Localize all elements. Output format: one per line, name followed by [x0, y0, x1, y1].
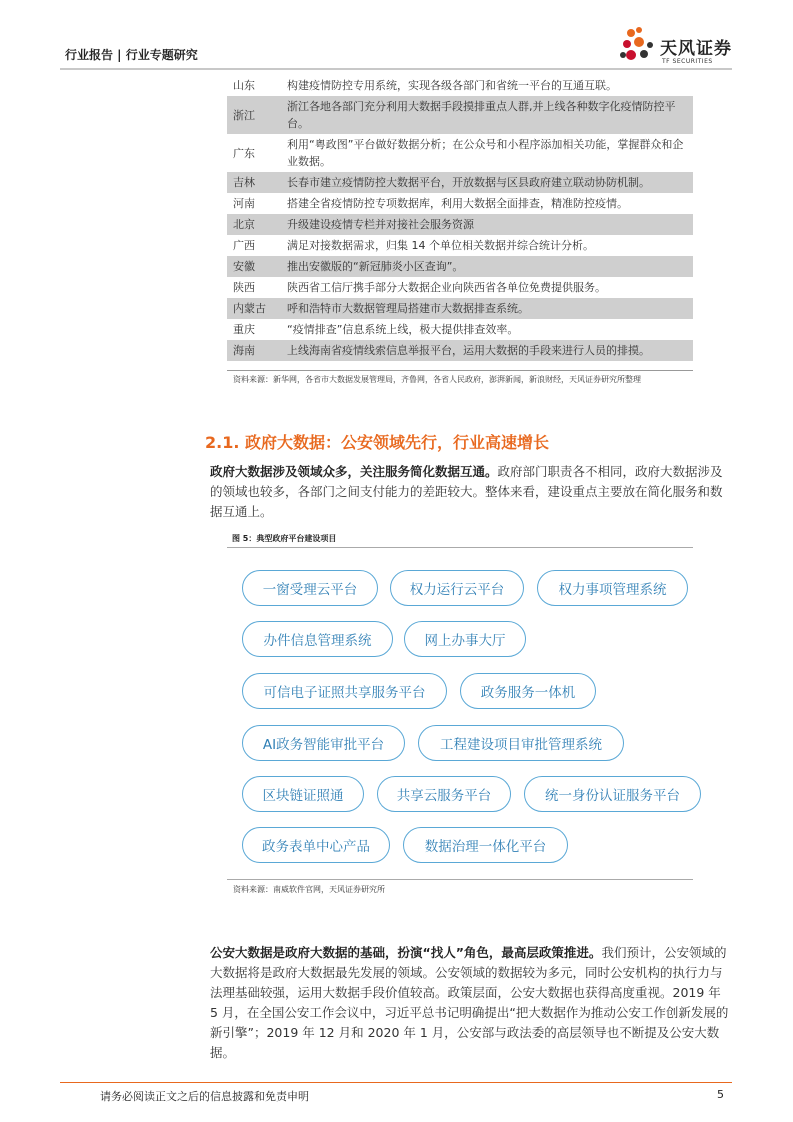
table-row	[227, 235, 693, 256]
platform-pill: 一窗受理云平台	[242, 570, 378, 606]
table-row	[227, 96, 693, 134]
footer-disclaimer: 请务必阅读正文之后的信息披露和免责申明	[100, 1090, 309, 1103]
figure-bottom-rule	[227, 879, 693, 880]
brand-name-en: TF SECURITIES	[662, 58, 713, 65]
platform-pill: 共享云服务平台	[377, 776, 511, 812]
header-rule	[60, 68, 732, 70]
footer-rule	[60, 1082, 732, 1083]
measure-cell: 陕西省工信厅携手部分大数据企业向陕西省各单位免费提供服务。	[287, 281, 606, 294]
figure-title: 图 5：典型政府平台建设项目	[232, 534, 337, 543]
measure-cell: 上线海南省疫情线索信息举报平台，运用大数据的手段来进行人员的排摸。	[281, 340, 693, 361]
measure-cell: 浙江各地各部门充分利用大数据手段摸排重点人群,并上线各种数字化疫情防控平台。	[281, 96, 693, 134]
platform-pill: AI政务智能审批平台	[242, 725, 405, 761]
province-cell: 广西	[233, 239, 255, 252]
platform-pill: 权力运行云平台	[390, 570, 524, 606]
table-row	[227, 256, 693, 277]
table-bottom-rule	[227, 370, 693, 371]
measure-cell: 推出安徽版的“新冠肺炎小区查询”。	[281, 256, 693, 277]
platform-pill: 办件信息管理系统	[242, 621, 393, 657]
paragraph-public-security-lead: 公安大数据是政府大数据的基础，扮演“找人”角色，最高层政策推进。	[210, 945, 602, 960]
platform-pill: 工程建设项目审批管理系统	[418, 725, 624, 761]
measure-cell: 满足对接数据需求，归集 14 个单位相关数据并综合统计分析。	[287, 239, 594, 252]
table-row	[227, 75, 693, 96]
table-row	[227, 277, 693, 298]
province-cell: 广东	[233, 146, 255, 160]
platform-pill: 可信电子证照共享服务平台	[242, 673, 447, 709]
brand-name: 天风证券	[660, 39, 732, 59]
table-row	[227, 172, 693, 193]
table-row	[227, 298, 693, 319]
measure-cell: 构建疫情防控专用系统，实现各级各部门和省统一平台的互通互联。	[287, 79, 617, 92]
page-number: 5	[717, 1088, 724, 1101]
measure-cell: “疫情排查”信息系统上线，极大提供排查效率。	[287, 323, 519, 336]
paragraph-public-security-body: 我们预计，公安领域的大数据将是政府大数据最先发展的领域。公安领域的数据较为多元，同时公安机构的执行力与法理基础较强，运用大数据手段价值较高。政策层面，公安大数据也获得高度重视。2019 年 5 月，在全国公安工作会议中，习近平总书记明确提出“把大数据作为推动公安工作创新发展的新引擎”；2019 年 12 月和 2020 年 1 月，公安部与政法委的高层领导也不断提及公安大数据。	[210, 945, 729, 1060]
province-cell: 海南	[227, 340, 281, 361]
table-row	[227, 214, 693, 235]
figure-source-note: 资料来源：南威软件官网，天风证券研究所	[233, 885, 385, 894]
platform-pill: 政务服务一体机	[460, 673, 596, 709]
platform-pill: 区块链证照通	[242, 776, 364, 812]
province-cell: 安徽	[227, 256, 281, 277]
province-cell: 河南	[233, 197, 255, 210]
province-cell: 陕西	[233, 281, 255, 294]
platform-pill: 网上办事大厅	[404, 621, 526, 657]
paragraph-intro-body: 政府部门职责各不相同，政府大数据涉及的领域也较多，各部门之间支付能力的差距较大。整体来看，建设重点主要放在简化服务和数据互通上。	[210, 464, 723, 519]
platform-pill: 统一身份认证服务平台	[524, 776, 701, 812]
platform-pill: 权力事项管理系统	[537, 570, 688, 606]
measure-cell: 搭建全省疫情防控专项数据库，利用大数据全面排查，精准防控疫情。	[287, 197, 628, 210]
province-cell: 重庆	[233, 323, 255, 336]
province-cell: 浙江	[227, 96, 281, 134]
table-row	[227, 134, 693, 172]
measure-cell: 呼和浩特市大数据管理局搭建市大数据排查系统。	[281, 298, 693, 319]
table-row	[227, 193, 693, 214]
section-title: 2.1. 政府大数据：公安领域先行，行业高速增长	[205, 433, 549, 452]
province-cell: 山东	[233, 79, 255, 92]
paragraph-public-security	[210, 943, 732, 1063]
platform-pill: 政务表单中心产品	[242, 827, 390, 863]
figure-top-rule	[227, 547, 693, 548]
region-measures-table	[227, 75, 693, 361]
platform-pill: 数据治理一体化平台	[403, 827, 568, 863]
measure-cell: 长春市建立疫情防控大数据平台，开放数据与区县政府建立联动协防机制。	[281, 172, 693, 193]
province-cell: 内蒙古	[227, 298, 281, 319]
measure-cell: 升级建设疫情专栏并对接社会服务资源	[281, 214, 693, 235]
paragraph-intro	[210, 462, 732, 522]
table-source-note: 资料来源：新华网，各省市大数据发展管理局，齐鲁网，各省人民政府，澎湃新闻，新浪财经，天风证券研究所整理	[233, 375, 641, 384]
table-row	[227, 319, 693, 340]
measure-cell: 利用“粤政图”平台做好数据分析；在公众号和小程序添加相关功能，掌握群众和企业数据。	[287, 138, 684, 168]
table-row	[227, 340, 693, 361]
report-type-label: 行业报告 | 行业专题研究	[65, 48, 198, 62]
paragraph-intro-lead: 政府大数据涉及领域众多，关注服务简化数据互通。	[210, 464, 498, 479]
province-cell: 北京	[227, 214, 281, 235]
province-cell: 吉林	[227, 172, 281, 193]
